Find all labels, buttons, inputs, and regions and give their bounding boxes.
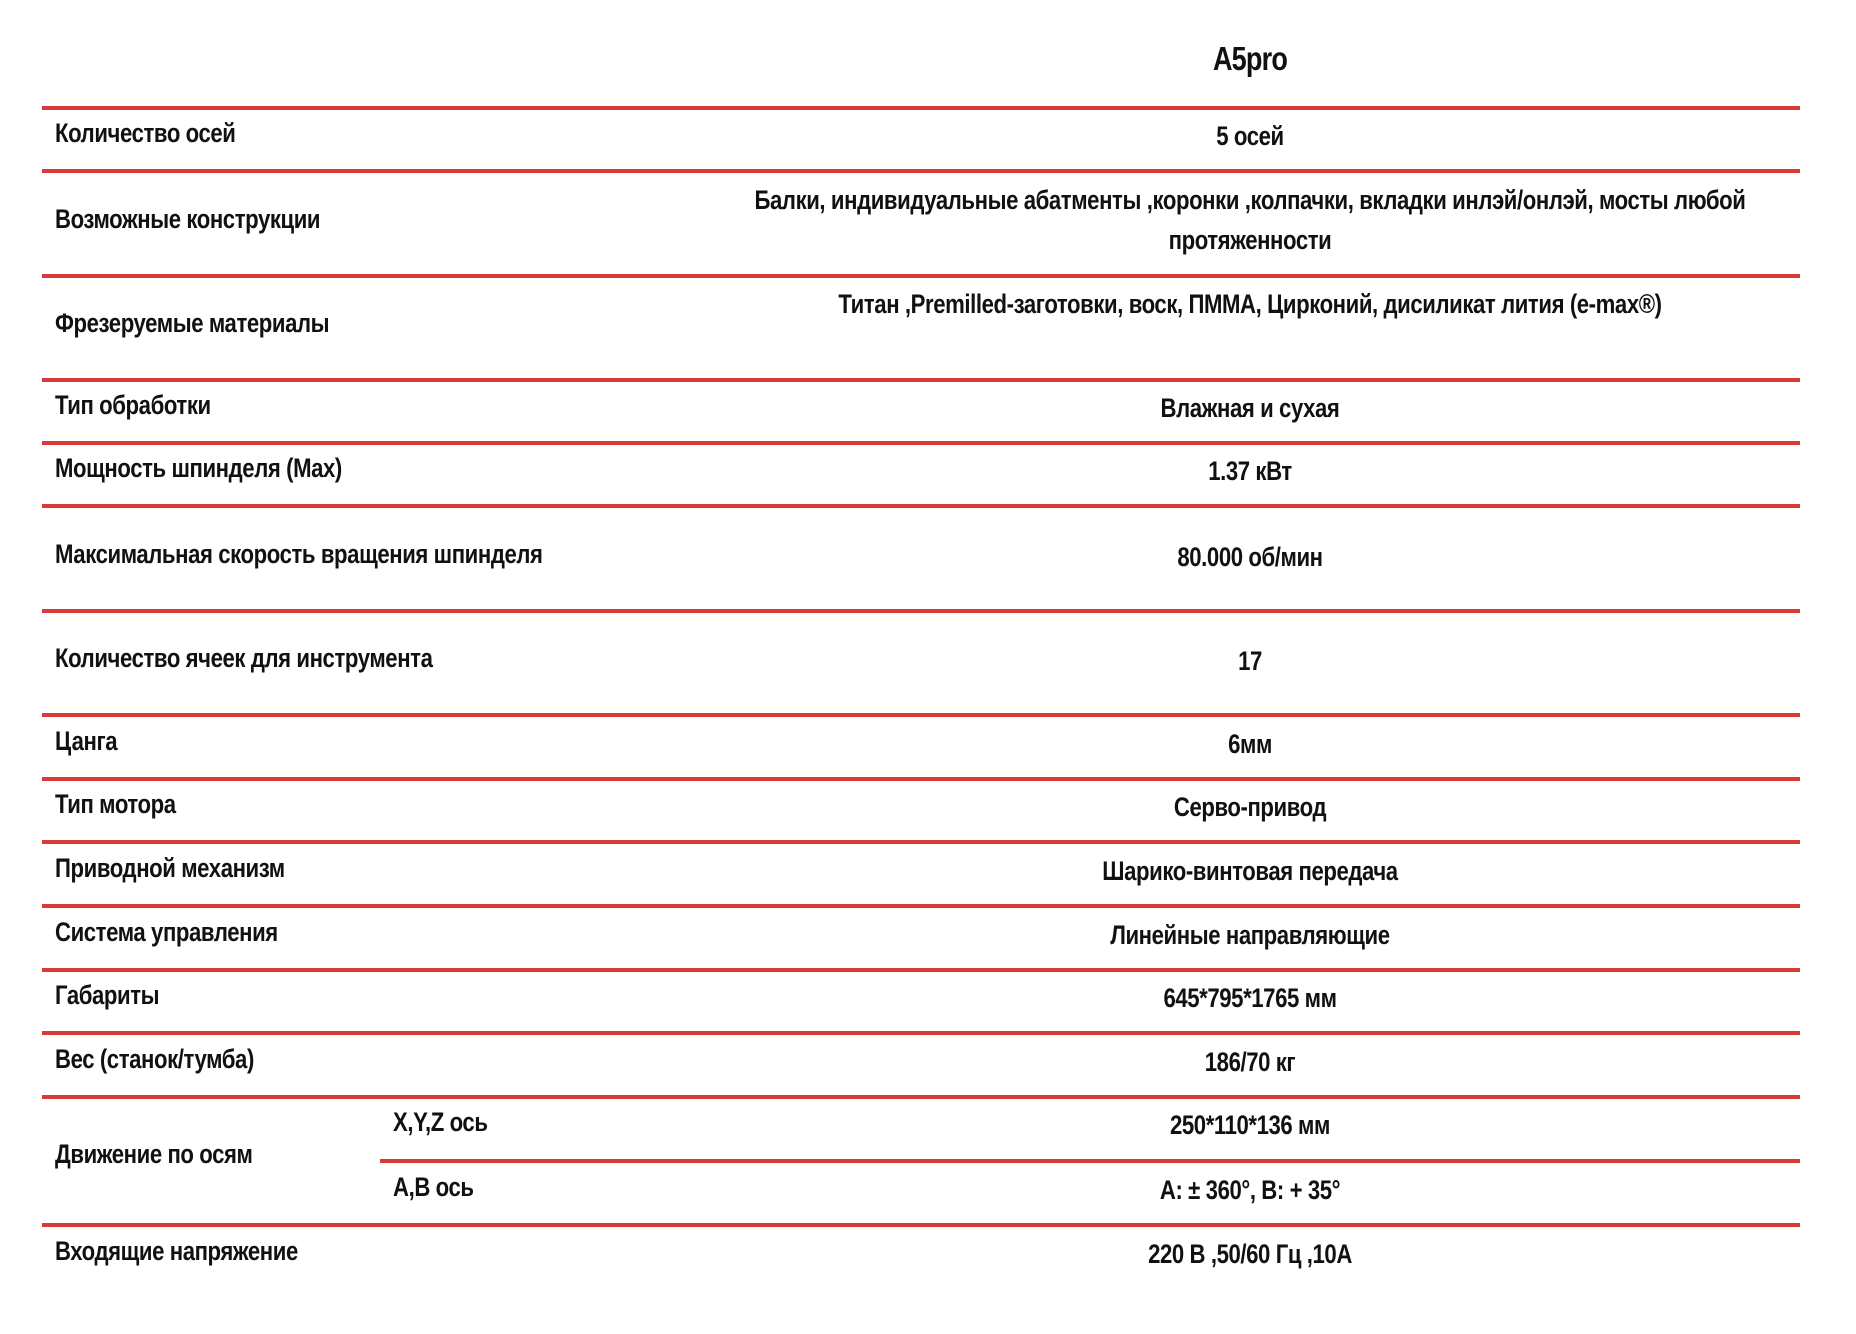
row-label-input-voltage: Входящие напряжение	[55, 1236, 298, 1266]
row-divider	[42, 169, 1800, 173]
row-value-processing-type: Влажная и сухая	[1160, 393, 1340, 423]
row-label-spindle-power: Мощность шпинделя (Max)	[55, 453, 342, 483]
subrow-value-xyz-axis: 250*110*136 мм	[1169, 1110, 1331, 1140]
row-divider	[42, 441, 1800, 445]
row-divider	[42, 968, 1800, 972]
row-label-constructions: Возможные конструкции	[55, 204, 321, 234]
row-divider	[42, 904, 1800, 908]
row-divider	[42, 106, 1800, 110]
row-divider	[42, 1095, 1800, 1099]
row-value-weight: 186/70 кг	[1204, 1047, 1296, 1077]
row-label-motor-type: Тип мотора	[55, 789, 176, 819]
row-label-processing-type: Тип обработки	[55, 390, 211, 420]
row-divider	[42, 1223, 1800, 1227]
row-label-axes-count: Количество осей	[55, 118, 236, 148]
row-value-materials: Титан ,Premilled-заготовки, воск, ПММА, Цирконий, дисиликат лития (e-max®)	[838, 289, 1662, 319]
row-value-control-system: Линейные направляющие	[1110, 920, 1390, 950]
subrow-label-ab-axis: A,B ось	[393, 1172, 474, 1202]
row-divider	[42, 378, 1800, 382]
row-value-spindle-power: 1.37 кВт	[1208, 456, 1292, 486]
row-label-materials: Фрезеруемые материалы	[55, 308, 330, 338]
row-label-spindle-speed: Максимальная скорость вращения шпинделя	[55, 539, 543, 569]
row-label-weight: Вес (станок/тумба)	[55, 1044, 254, 1074]
row-value-dimensions: 645*795*1765 мм	[1163, 983, 1337, 1013]
row-value-collet: 6мм	[1228, 729, 1272, 759]
row-label-tool-slots: Количество ячеек для инструмента	[55, 643, 433, 673]
row-value-tool-slots: 17	[1238, 646, 1262, 676]
row-divider	[42, 713, 1800, 717]
row-divider	[42, 1031, 1800, 1035]
model-title: A5pro	[1212, 40, 1288, 77]
row-value-spindle-speed: 80.000 об/мин	[1177, 542, 1323, 572]
row-value-constructions: Балки, индивидуальные абатменты ,коронки ,колпачки, вкладки инлэй/онлэй, мосты любой протяженности	[754, 185, 1746, 255]
row-label-dimensions: Габариты	[55, 980, 160, 1010]
row-label-control-system: Система управления	[55, 917, 278, 947]
row-value-motor-type: Серво-привод	[1173, 792, 1327, 822]
row-divider	[42, 274, 1800, 278]
row-label-axis-travel: Движение по осям	[55, 1139, 253, 1169]
subrow-value-ab-axis: A: ± 360°, B: + 35°	[1159, 1175, 1341, 1205]
row-label-collet: Цанга	[55, 726, 118, 756]
row-value-axes-count: 5 осей	[1216, 121, 1284, 151]
row-divider	[42, 609, 1800, 613]
subrow-divider	[380, 1159, 1800, 1163]
row-divider	[42, 504, 1800, 508]
row-divider	[42, 777, 1800, 781]
row-label-drive-mechanism: Приводной механизм	[55, 853, 285, 883]
row-divider	[42, 840, 1800, 844]
row-value-input-voltage: 220 В ,50/60 Гц ,10А	[1148, 1239, 1352, 1269]
subrow-label-xyz-axis: X,Y,Z ось	[393, 1107, 488, 1137]
row-value-drive-mechanism: Шарико-винтовая передача	[1102, 856, 1398, 886]
